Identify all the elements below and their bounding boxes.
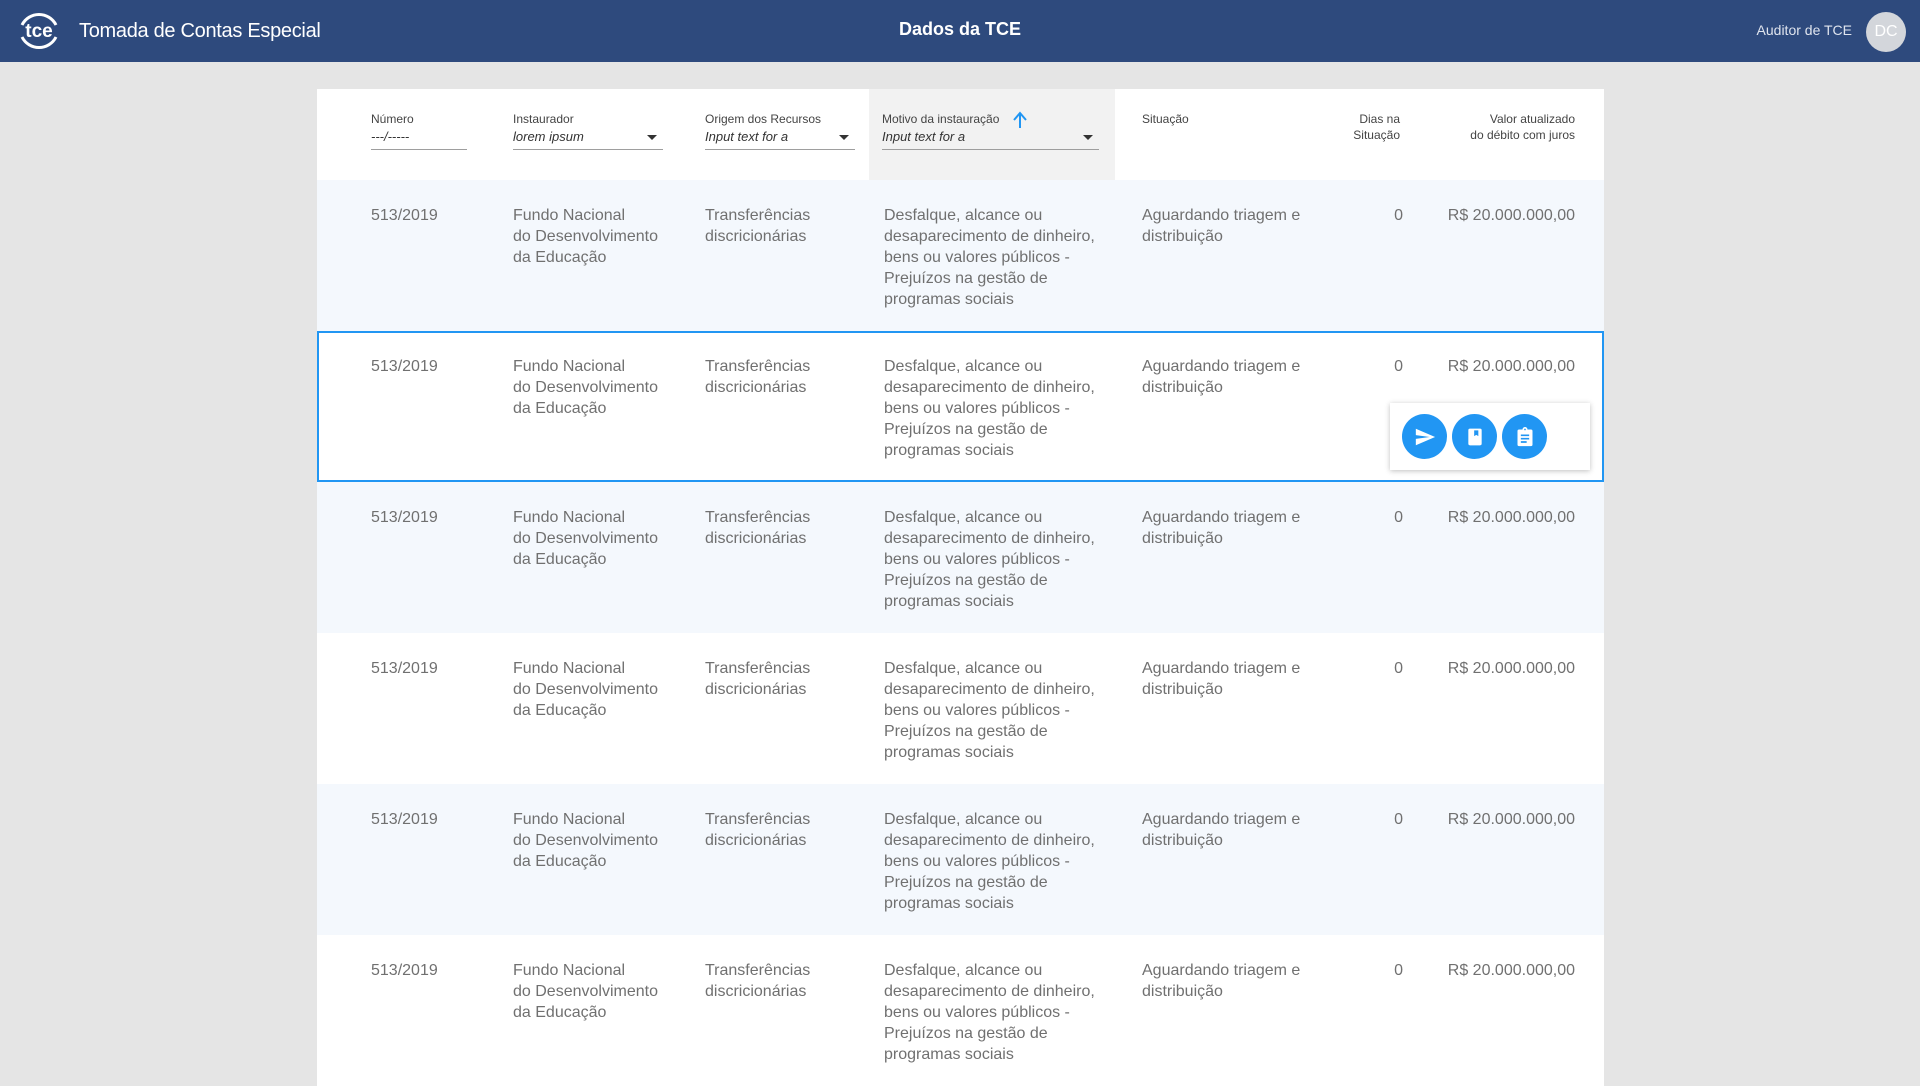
cell-situacao-line: distribuição: [1142, 379, 1223, 396]
cell-origem-line: discricionárias: [705, 379, 807, 396]
origem-filter-value: Input text for a: [705, 129, 789, 144]
cell-numero: 513/2019: [371, 207, 438, 224]
cell-instaurador-line: da Educação: [513, 1004, 607, 1021]
cell-motivo-line: desaparecimento de dinheiro,: [884, 379, 1095, 396]
numero-filter-input[interactable]: [371, 130, 467, 150]
cell-situacao: [1142, 658, 1332, 700]
cell-motivo-line: desaparecimento de dinheiro,: [884, 832, 1095, 849]
cell-origem-line: discricionárias: [705, 681, 807, 698]
cell-origem: [705, 205, 855, 247]
cell-instaurador-line: Fundo Nacional: [513, 660, 626, 677]
book-icon: [1465, 427, 1485, 447]
tce-table: [317, 89, 1604, 1063]
table-row[interactable]: [317, 784, 1604, 935]
table-row[interactable]: [317, 935, 1604, 1086]
cell-motivo-line: bens ou valores públicos -: [884, 249, 1070, 266]
user-role: Auditor de TCE: [1756, 22, 1852, 38]
chevron-down-icon: [1083, 135, 1093, 140]
cell-situacao-line: Aguardando triagem e: [1142, 811, 1301, 828]
chevron-down-icon: [647, 135, 657, 140]
cell-numero: 513/2019: [371, 509, 438, 526]
cell-numero: 513/2019: [371, 660, 438, 677]
cell-motivo: [884, 507, 1114, 612]
cell-instaurador-line: Fundo Nacional: [513, 358, 626, 375]
send-icon: [1414, 426, 1436, 448]
cell-situacao-line: Aguardando triagem e: [1142, 509, 1301, 526]
cell-situacao: [1142, 960, 1332, 1002]
cell-numero: 513/2019: [371, 962, 438, 979]
cell-origem-line: Transferências: [705, 509, 811, 526]
cell-dias: 0: [1394, 358, 1403, 375]
cell-instaurador-line: da Educação: [513, 400, 607, 417]
cell-motivo-line: programas sociais: [884, 593, 1014, 610]
cell-situacao-line: Aguardando triagem e: [1142, 358, 1301, 375]
cell-origem-line: discricionárias: [705, 983, 807, 1000]
col-numero-label: Número: [371, 112, 414, 126]
col-motivo-label[interactable]: Motivo da instauração: [882, 112, 1000, 126]
cell-origem: [705, 809, 855, 851]
cell-instaurador-line: da Educação: [513, 853, 607, 870]
cell-valor: R$ 20.000.000,00: [1447, 358, 1575, 375]
cell-instaurador-line: da Educação: [513, 702, 607, 719]
cell-origem: [705, 960, 855, 1002]
cell-instaurador-line: do Desenvolvimento: [513, 681, 658, 698]
col-dias-label-line1: Dias na: [1359, 112, 1400, 126]
cell-situacao-line: Aguardando triagem e: [1142, 962, 1301, 979]
cell-instaurador-line: Fundo Nacional: [513, 207, 626, 224]
origem-filter-select[interactable]: [705, 130, 855, 150]
cell-instaurador-line: do Desenvolvimento: [513, 530, 658, 547]
cell-origem: [705, 507, 855, 549]
cell-motivo-line: programas sociais: [884, 442, 1014, 459]
cell-motivo-line: Prejuízos na gestão de: [884, 270, 1048, 287]
cell-motivo: [884, 809, 1114, 914]
cell-origem-line: Transferências: [705, 660, 811, 677]
col-valor-label-line2: do débito com juros: [1470, 128, 1575, 142]
send-button[interactable]: [1402, 414, 1447, 459]
cell-motivo-line: Prejuízos na gestão de: [884, 572, 1048, 589]
cell-dias: 0: [1394, 207, 1403, 224]
table-row[interactable]: [317, 331, 1604, 482]
cell-motivo-line: desaparecimento de dinheiro,: [884, 228, 1095, 245]
col-valor-label-line1: Valor atualizado: [1489, 112, 1575, 126]
arrow-up-icon[interactable]: [1012, 111, 1028, 129]
cell-motivo: [884, 205, 1114, 310]
cell-situacao-line: distribuição: [1142, 832, 1223, 849]
cell-motivo-line: bens ou valores públicos -: [884, 551, 1070, 568]
cell-dias: 0: [1394, 660, 1403, 677]
col-dias-label-line2: Situação: [1353, 128, 1400, 142]
cell-motivo-line: programas sociais: [884, 291, 1014, 308]
clipboard-icon: [1515, 427, 1535, 447]
cell-motivo: [884, 960, 1114, 1065]
top-bar: [0, 0, 1920, 62]
cell-origem-line: discricionárias: [705, 530, 807, 547]
cell-instaurador-line: Fundo Nacional: [513, 811, 626, 828]
cell-motivo-line: Desfalque, alcance ou: [884, 811, 1043, 828]
cell-situacao-line: distribuição: [1142, 983, 1223, 1000]
chevron-down-icon: [839, 135, 849, 140]
col-instaurador-label: Instaurador: [513, 112, 574, 126]
cell-origem-line: Transferências: [705, 358, 811, 375]
cell-motivo-line: programas sociais: [884, 895, 1014, 912]
numero-filter-value: ---/-----: [371, 129, 410, 144]
instaurador-filter-select[interactable]: [513, 130, 663, 150]
cell-motivo-line: Prejuízos na gestão de: [884, 874, 1048, 891]
cell-instaurador-line: do Desenvolvimento: [513, 228, 658, 245]
cell-dias: 0: [1394, 962, 1403, 979]
cell-numero: 513/2019: [371, 811, 438, 828]
cell-motivo-line: bens ou valores públicos -: [884, 853, 1070, 870]
cell-instaurador-line: da Educação: [513, 551, 607, 568]
cell-instaurador-line: Fundo Nacional: [513, 509, 626, 526]
cell-motivo: [884, 356, 1114, 461]
cell-situacao: [1142, 356, 1332, 398]
cell-valor: R$ 20.000.000,00: [1447, 962, 1575, 979]
cell-instaurador: [513, 507, 683, 570]
cell-instaurador-line: Fundo Nacional: [513, 962, 626, 979]
cell-dias: 0: [1394, 509, 1403, 526]
cell-origem: [705, 658, 855, 700]
cell-instaurador-line: da Educação: [513, 249, 607, 266]
instaurador-filter-value: lorem ipsum: [513, 129, 584, 144]
cell-situacao-line: Aguardando triagem e: [1142, 660, 1301, 677]
cell-motivo-line: Prejuízos na gestão de: [884, 723, 1048, 740]
table-row[interactable]: [317, 482, 1604, 633]
cell-instaurador-line: do Desenvolvimento: [513, 379, 658, 396]
book-button[interactable]: [1452, 414, 1497, 459]
cell-valor: R$ 20.000.000,00: [1447, 811, 1575, 828]
cell-motivo-line: Desfalque, alcance ou: [884, 660, 1043, 677]
cell-motivo-line: desaparecimento de dinheiro,: [884, 681, 1095, 698]
avatar[interactable]: DC: [1866, 12, 1906, 52]
cell-motivo-line: programas sociais: [884, 1046, 1014, 1063]
cell-motivo-line: desaparecimento de dinheiro,: [884, 530, 1095, 547]
cell-instaurador-line: do Desenvolvimento: [513, 832, 658, 849]
logo-text: tce: [25, 21, 53, 42]
cell-motivo-line: Prejuízos na gestão de: [884, 1025, 1048, 1042]
col-situacao-label: Situação: [1142, 112, 1189, 126]
cell-origem-line: discricionárias: [705, 228, 807, 245]
cell-motivo-line: Desfalque, alcance ou: [884, 358, 1043, 375]
cell-instaurador: [513, 960, 683, 1023]
clipboard-button[interactable]: [1502, 414, 1547, 459]
cell-valor: R$ 20.000.000,00: [1447, 509, 1575, 526]
cell-situacao: [1142, 205, 1332, 247]
cell-motivo-line: bens ou valores públicos -: [884, 702, 1070, 719]
cell-situacao: [1142, 809, 1332, 851]
cell-numero: 513/2019: [371, 358, 438, 375]
app-title: Tomada de Contas Especial: [79, 20, 321, 42]
cell-motivo-line: Desfalque, alcance ou: [884, 509, 1043, 526]
cell-origem: [705, 356, 855, 398]
cell-instaurador: [513, 356, 683, 419]
cell-motivo-line: Prejuízos na gestão de: [884, 421, 1048, 438]
cell-instaurador-line: do Desenvolvimento: [513, 983, 658, 1000]
table-row[interactable]: [317, 180, 1604, 331]
cell-origem-line: discricionárias: [705, 832, 807, 849]
cell-instaurador: [513, 658, 683, 721]
cell-motivo-line: programas sociais: [884, 744, 1014, 761]
page-title: Dados da TCE: [898, 19, 1022, 39]
col-valor-label: [1417, 111, 1575, 143]
table-row[interactable]: [317, 633, 1604, 784]
cell-instaurador: [513, 205, 683, 268]
cell-situacao: [1142, 507, 1332, 549]
table-header: [317, 89, 1604, 180]
cell-motivo: [884, 658, 1114, 763]
cell-instaurador: [513, 809, 683, 872]
cell-situacao-line: distribuição: [1142, 228, 1223, 245]
row-actions-menu: [1390, 403, 1590, 470]
cell-situacao-line: distribuição: [1142, 530, 1223, 547]
col-dias-label: [1317, 111, 1400, 143]
cell-origem-line: Transferências: [705, 962, 811, 979]
cell-origem-line: Transferências: [705, 207, 811, 224]
cell-valor: R$ 20.000.000,00: [1447, 207, 1575, 224]
cell-valor: R$ 20.000.000,00: [1447, 660, 1575, 677]
motivo-filter-select[interactable]: [882, 130, 1099, 150]
cell-motivo-line: bens ou valores públicos -: [884, 400, 1070, 417]
cell-motivo-line: bens ou valores públicos -: [884, 1004, 1070, 1021]
cell-origem-line: Transferências: [705, 811, 811, 828]
cell-dias: 0: [1394, 811, 1403, 828]
cell-motivo-line: Desfalque, alcance ou: [884, 962, 1043, 979]
cell-motivo-line: desaparecimento de dinheiro,: [884, 983, 1095, 1000]
cell-situacao-line: Aguardando triagem e: [1142, 207, 1301, 224]
cell-motivo-line: Desfalque, alcance ou: [884, 207, 1043, 224]
cell-situacao-line: distribuição: [1142, 681, 1223, 698]
col-origem-label: Origem dos Recursos: [705, 112, 822, 126]
motivo-filter-value: Input text for a: [882, 129, 966, 144]
